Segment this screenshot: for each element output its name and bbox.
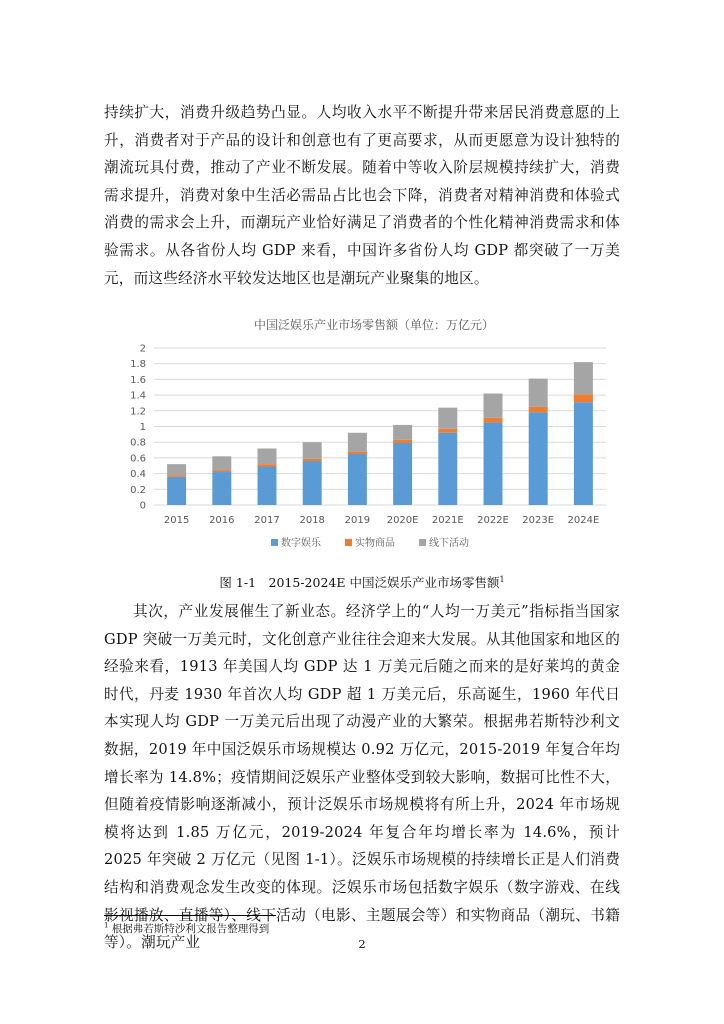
y-tick-label: 1.4 — [130, 390, 146, 402]
bar-segment-数字娱乐-2016 — [212, 472, 231, 505]
x-tick-label: 2015 — [163, 515, 190, 526]
bar-segment-线下活动-2023E — [529, 379, 548, 407]
page-number: 2 — [358, 937, 366, 951]
bar-segment-实物商品-2018 — [303, 459, 322, 461]
bar-segment-实物商品-2020E — [393, 440, 412, 443]
bar-segment-实物商品-2015 — [167, 475, 186, 477]
y-tick-label: 0.6 — [130, 453, 146, 465]
x-axis-tick-labels — [164, 515, 599, 526]
x-tick-label: 2020E — [386, 515, 419, 526]
figure-caption — [0, 573, 724, 591]
bar-segment-数字娱乐-2019 — [348, 454, 367, 505]
bar-segment-实物商品-2024E — [574, 394, 593, 402]
body-paragraph-2: 其次，产业发展催生了新业态。经济学上的“人均一万美元”指标指当国家 GDP 突破一万美元时，文化创意产业往往会迎来大发展。从其他国家和地区的经验来看，1913 年美国人均 GDP 达 1 万美元后随之而来的是好莱坞的黄金时代，丹麦 1930 年首次人均 GDP 超 1 万美元后，乐高诞生，1960 年代日本实现人均 GDP 一万美元后出现了动漫产业的大繁荣。根据弗若斯特沙利文数据，2019 年中国泛娱乐市场规模达 0.92 万亿元，2015-2019 年复合年均增长率为 14.8%；疫情期间泛娱乐产业整体受到较大影响，数据可比性不大，但随着疫情影响逐渐减小，预计泛娱乐市场规模将有所上升，2024 年市场规模将达到 1.85 万亿元，2019-2024 年复合年均增长率为 14.6%，预计 2025 年突破 2 万亿元（见图 1-1）。泛娱乐市场规模的持续增长正是人们消费结构和消费观念发生改变的体现。泛娱乐市场包括数字娱乐（数字游戏、在线影视播放、直播等）、线下活动（电影、主题展会等）和实物商品（潮玩、书籍等）。潮玩产业 — [104, 603, 620, 952]
bar-segment-线下活动-2016 — [212, 456, 231, 470]
stacked-bar-chart — [104, 312, 620, 562]
bar-segment-线下活动-2020E — [393, 425, 412, 440]
bar-segment-数字娱乐-2015 — [167, 477, 186, 505]
bar-segment-线下活动-2015 — [167, 464, 186, 475]
bar-segment-数字娱乐-2023E — [529, 412, 548, 505]
bar-segment-数字娱乐-2021E — [438, 433, 457, 505]
bar-segment-线下活动-2018 — [303, 442, 322, 458]
y-tick-label: 0.8 — [130, 437, 146, 449]
y-tick-label: 1 — [139, 422, 146, 433]
bar-segment-线下活动-2021E — [438, 408, 457, 429]
x-tick-label: 2023E — [522, 515, 555, 526]
legend-label: 线下活动 — [429, 538, 469, 549]
bar-segment-数字娱乐-2020E — [393, 443, 412, 505]
bar-segment-线下活动-2019 — [348, 433, 367, 452]
bar-segment-实物商品-2023E — [529, 407, 548, 412]
chart-bars — [167, 362, 593, 505]
x-tick-label: 2021E — [431, 515, 464, 526]
y-tick-label: 0.2 — [130, 484, 146, 496]
legend-label: 数字娱乐 — [281, 538, 321, 549]
footnote-mark: 1 — [104, 921, 109, 930]
x-tick-label: 2017 — [254, 515, 280, 526]
bar-segment-实物商品-2019 — [348, 452, 367, 454]
legend-swatch-线下活动 — [419, 539, 426, 546]
bar-segment-线下活动-2022E — [484, 394, 503, 418]
figure-caption-text: 图 1-1 2015-2024E 中国泛娱乐产业市场零售额 — [219, 575, 500, 590]
bar-segment-线下活动-2024E — [574, 362, 593, 394]
bar-segment-数字娱乐-2017 — [258, 467, 277, 505]
y-tick-label: 0.4 — [130, 469, 146, 481]
chart-legend — [271, 536, 469, 549]
bar-segment-实物商品-2017 — [258, 464, 277, 466]
bar-segment-实物商品-2021E — [438, 429, 457, 433]
y-tick-label: 2 — [139, 343, 146, 355]
y-tick-label: 1.2 — [130, 406, 146, 418]
legend-swatch-数字娱乐 — [271, 539, 278, 546]
x-tick-label: 2024E — [567, 515, 600, 526]
chart-title: 中国泛娱乐产业市场零售额（单位：万亿元） — [253, 318, 495, 332]
footnote — [104, 921, 269, 936]
x-tick-label: 2018 — [299, 515, 325, 526]
x-tick-label: 2022E — [477, 515, 509, 526]
bar-segment-实物商品-2016 — [212, 470, 231, 472]
footnote-text: 根据弗若斯特沙利文报告整理得到 — [111, 923, 270, 935]
y-tick-label: 0 — [139, 500, 146, 512]
bar-segment-实物商品-2022E — [484, 418, 503, 423]
bar-segment-数字娱乐-2018 — [303, 461, 322, 505]
legend-swatch-实物商品 — [345, 539, 352, 546]
bar-segment-数字娱乐-2024E — [574, 402, 593, 505]
y-tick-label: 1.6 — [130, 374, 146, 386]
footnote-reference-mark: 1 — [499, 574, 505, 584]
body-paragraph-1: 持续扩大，消费升级趋势凸显。人均收入水平不断提升带来居民消费意愿的上升，消费者对于产品的设计和创意也有了更高要求，从而更愿意为设计独特的潮流玩具付费，推动了产业不断发展。随着中等收入阶层规模持续扩大，消费需求提升，消费对象中生活必需品占比也会下降，消费者对精神消费和体验式消费的需求会上升，而潮玩产业恰好满足了消费者的个性化精神消费需求和体验需求。从各省份人均 GDP 来看，中国许多省份人均 GDP 都突破了一万美元，而这些经济水平较发达地区也是潮玩产业聚集的地区。 — [104, 104, 620, 287]
legend-label: 实物商品 — [355, 538, 395, 549]
bar-segment-线下活动-2017 — [258, 448, 277, 464]
y-tick-label: 1.8 — [130, 359, 146, 371]
y-axis-tick-labels — [130, 344, 146, 512]
x-tick-label: 2019 — [344, 515, 371, 526]
x-tick-label: 2016 — [209, 515, 235, 526]
footnote-separator — [104, 915, 276, 916]
bar-segment-数字娱乐-2022E — [484, 423, 503, 505]
